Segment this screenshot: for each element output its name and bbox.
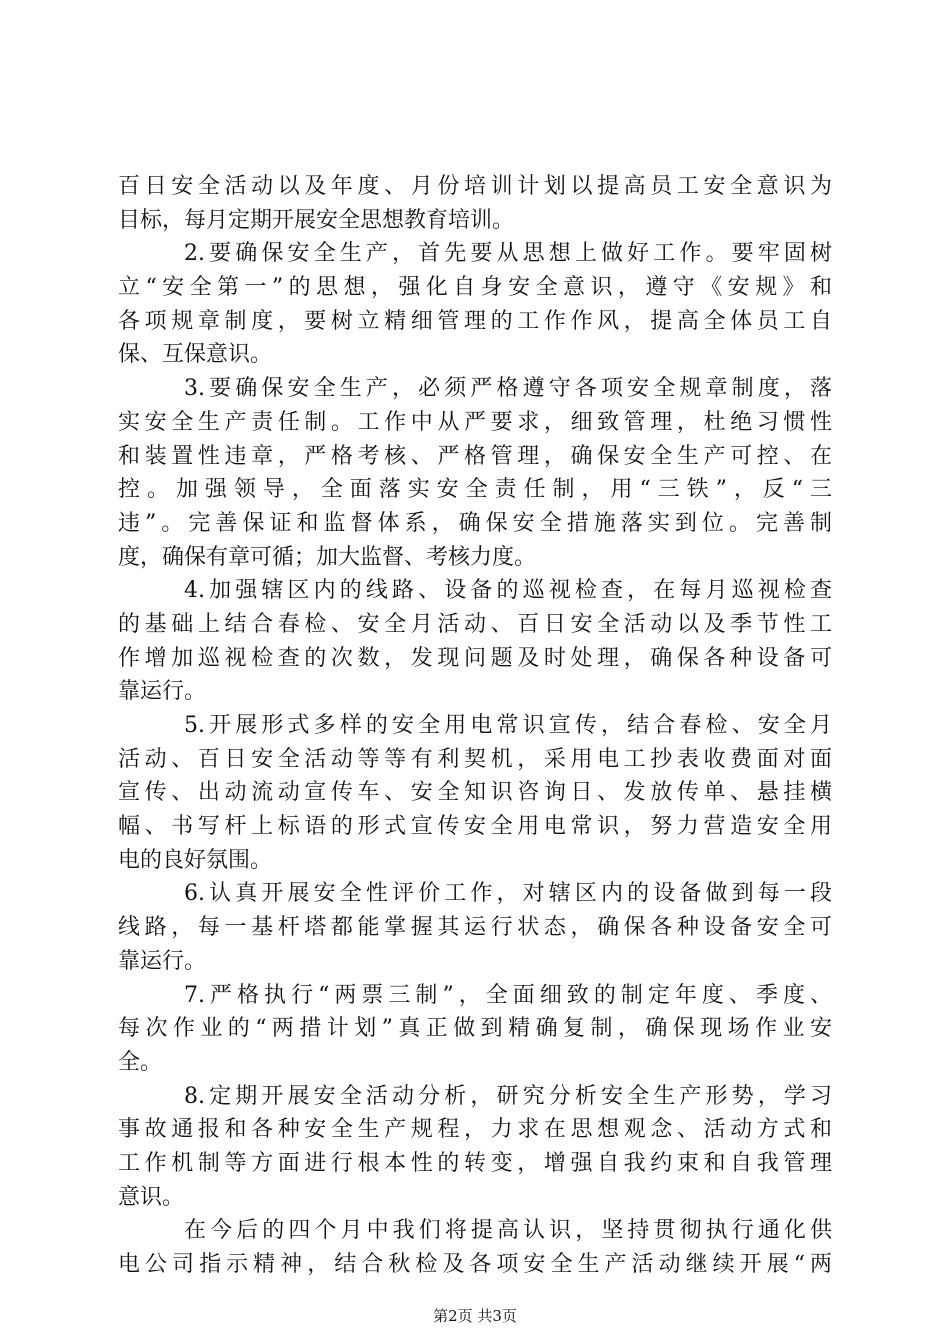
text-line: 在今后的四个月中我们将提高认识，坚持贯彻执行通化供 xyxy=(184,1218,832,1244)
text-line: 事故通报和各种安全生产规程，力求在思想观念、活动方式和 xyxy=(118,1117,832,1143)
text-line: 幅、书写杆上标语的形式宣传安全用电常识，努力营造安全用 xyxy=(118,814,832,840)
text-line: 线路，每一基杆塔都能掌握其运行状态，确保各种设备安全可 xyxy=(118,915,832,941)
text-line: 3.要确保安全生产，必须严格遵守各项安全规章制度，落 xyxy=(184,376,832,402)
text-line: 实安全生产责任制。工作中从严要求，细致管理，杜绝习惯性 xyxy=(118,409,832,435)
text-line: 2.要确保安全生产，首先要从思想上做好工作。要牢固树 xyxy=(184,241,832,267)
text-line: 控。加强领导，全面落实安全责任制，用“三铁”，反“三 xyxy=(118,477,832,503)
paragraph xyxy=(118,170,832,237)
paragraph xyxy=(118,574,832,709)
paragraph xyxy=(118,979,832,1080)
text-line: 和装置性违章，严格考核、严格管理，确保安全生产可控、在 xyxy=(118,443,832,469)
text-line: 每次作业的“两措计划”真正做到精确复制，确保现场作业安 xyxy=(118,1016,832,1042)
text-line: 违”。完善保证和监督体系，确保安全措施落实到位。完善制 xyxy=(118,510,832,536)
paragraph xyxy=(118,709,832,877)
text-line: 各项规章制度，要树立精细管理的工作作风，提高全体员工自 xyxy=(118,308,832,334)
text-line: 度，确保有章可循；加大监督、考核力度。 xyxy=(118,544,537,570)
paragraph xyxy=(118,1080,832,1215)
text-line: 电的良好氛围。 xyxy=(118,847,273,873)
text-line: 靠运行。 xyxy=(118,948,207,974)
text-line: 立“安全第一”的思想，强化自身安全意识，遵守《安规》和 xyxy=(118,275,832,301)
text-line: 工作机制等方面进行根本性的转变，增强自我约束和自我管理 xyxy=(118,1150,832,1176)
text-line: 8.定期开展安全活动分析，研究分析安全生产形势，学习 xyxy=(184,1083,832,1109)
text-line: 5.开展形式多样的安全用电常识宣传，结合春检、安全月 xyxy=(184,713,832,738)
paragraph xyxy=(118,1214,832,1281)
text-line: 7.严格执行“两票三制”，全面细致的制定年度、季度、 xyxy=(184,982,832,1008)
paragraph xyxy=(118,372,832,574)
text-line: 电公司指示精神，结合秋检及各项安全生产活动继续开展“两 xyxy=(118,1252,832,1277)
text-line: 目标，每月定期开展安全思想教育培训。 xyxy=(118,207,515,233)
text-line: 靠运行。 xyxy=(118,679,207,705)
text-line: 意识。 xyxy=(118,1184,185,1210)
paragraph xyxy=(118,237,832,372)
text-line: 全。 xyxy=(118,1049,163,1075)
text-line: 宣传、出动流动宣传车、安全知识咨询日、发放传单、悬挂横 xyxy=(118,780,832,806)
text-line: 4.加强辖区内的线路、设备的巡视检查，在每月巡视检查 xyxy=(184,578,832,604)
page-footer: 第2页 共3页 xyxy=(433,1307,517,1325)
text-line: 百日安全活动以及年度、月份培训计划以提高员工安全意识为 xyxy=(118,174,832,199)
text-line: 活动、百日安全活动等等有利契机，采用电工抄表收费面对面 xyxy=(118,746,832,772)
text-line: 保、互保意识。 xyxy=(118,342,273,368)
text-line: 6.认真开展安全性评价工作，对辖区内的设备做到每一段 xyxy=(184,881,832,907)
document-body xyxy=(118,170,832,1282)
text-line: 的基础上结合春检、安全月活动、百日安全活动以及季节性工 xyxy=(118,611,832,637)
paragraph xyxy=(118,877,832,978)
text-line: 作增加巡视检查的次数，发现问题及时处理，确保各种设备可 xyxy=(118,645,832,671)
